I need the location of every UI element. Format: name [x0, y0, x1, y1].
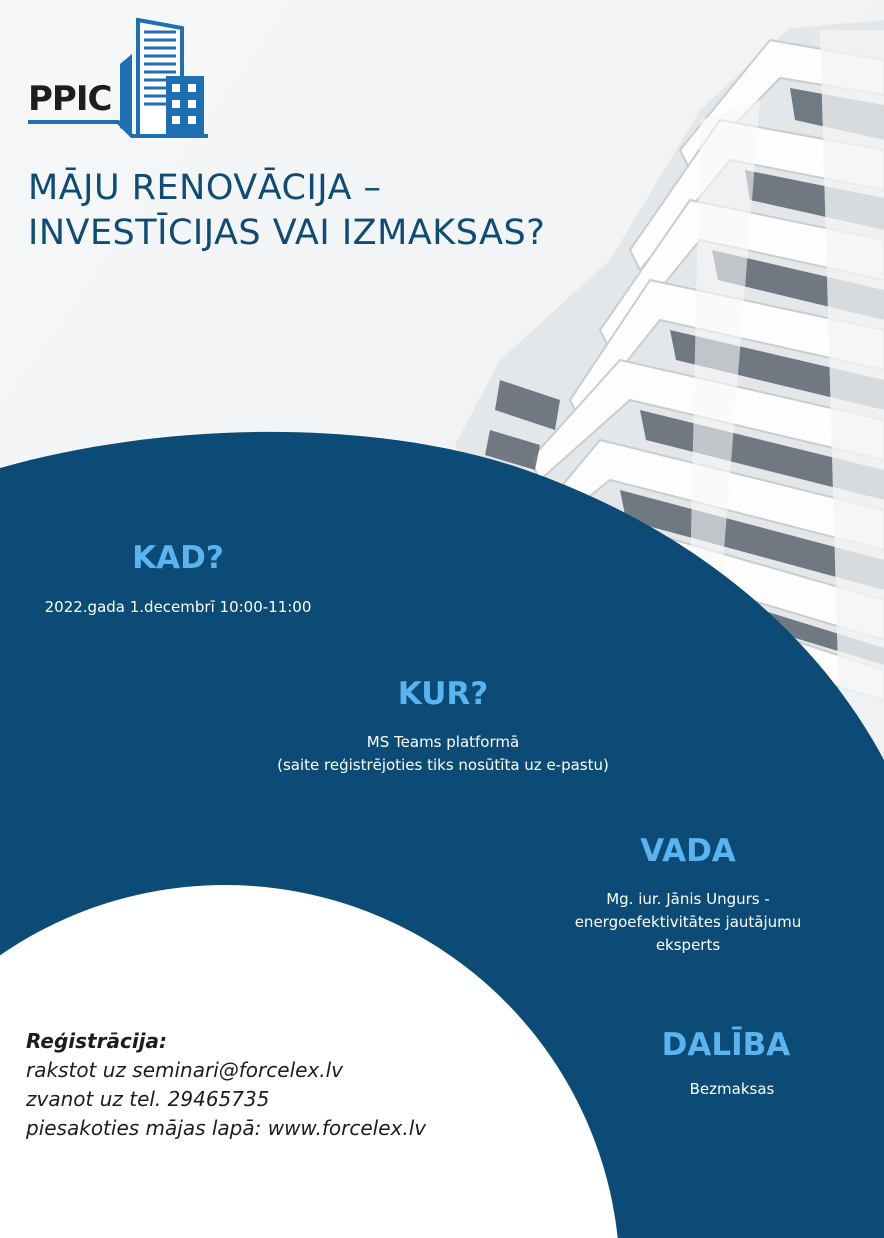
where-heading: KUR?	[397, 676, 489, 712]
page-title	[28, 166, 545, 256]
registration-block	[26, 1027, 426, 1143]
registration-web[interactable]: piesakoties mājas lapā: www.forcelex.lv	[26, 1116, 427, 1140]
where-line-1: MS Teams platformā	[366, 733, 520, 751]
host-line-2: energoefektivitātes jautājumu	[574, 913, 802, 931]
when-heading: KAD?	[132, 540, 224, 576]
participation-heading: DALĪBA	[661, 1027, 791, 1063]
participation-text: Bezmaksas	[689, 1080, 775, 1098]
host-line-1: Mg. iur. Jānis Ungurs -	[606, 890, 770, 908]
host-text	[538, 888, 838, 957]
registration-heading: Reģistrācija:	[26, 1029, 168, 1053]
logo-text: PPIC	[28, 79, 112, 119]
where-line-2: (saite reģistrējoties tiks nosūtīta uz e-pastu)	[277, 756, 609, 774]
registration-email[interactable]: rakstot uz seminari@forcelex.lv	[26, 1058, 344, 1082]
title-line-2: INVESTĪCIJAS VAI IZMAKSAS?	[28, 213, 546, 253]
when-text: 2022.gada 1.decembrī 10:00-11:00	[44, 598, 312, 616]
registration-phone[interactable]: zvanot uz tel. 29465735	[26, 1087, 270, 1111]
host-heading: VADA	[640, 833, 736, 869]
host-line-3: eksperts	[655, 936, 721, 954]
where-text	[218, 731, 668, 777]
title-line-1: MĀJU RENOVĀCIJA –	[28, 168, 382, 208]
